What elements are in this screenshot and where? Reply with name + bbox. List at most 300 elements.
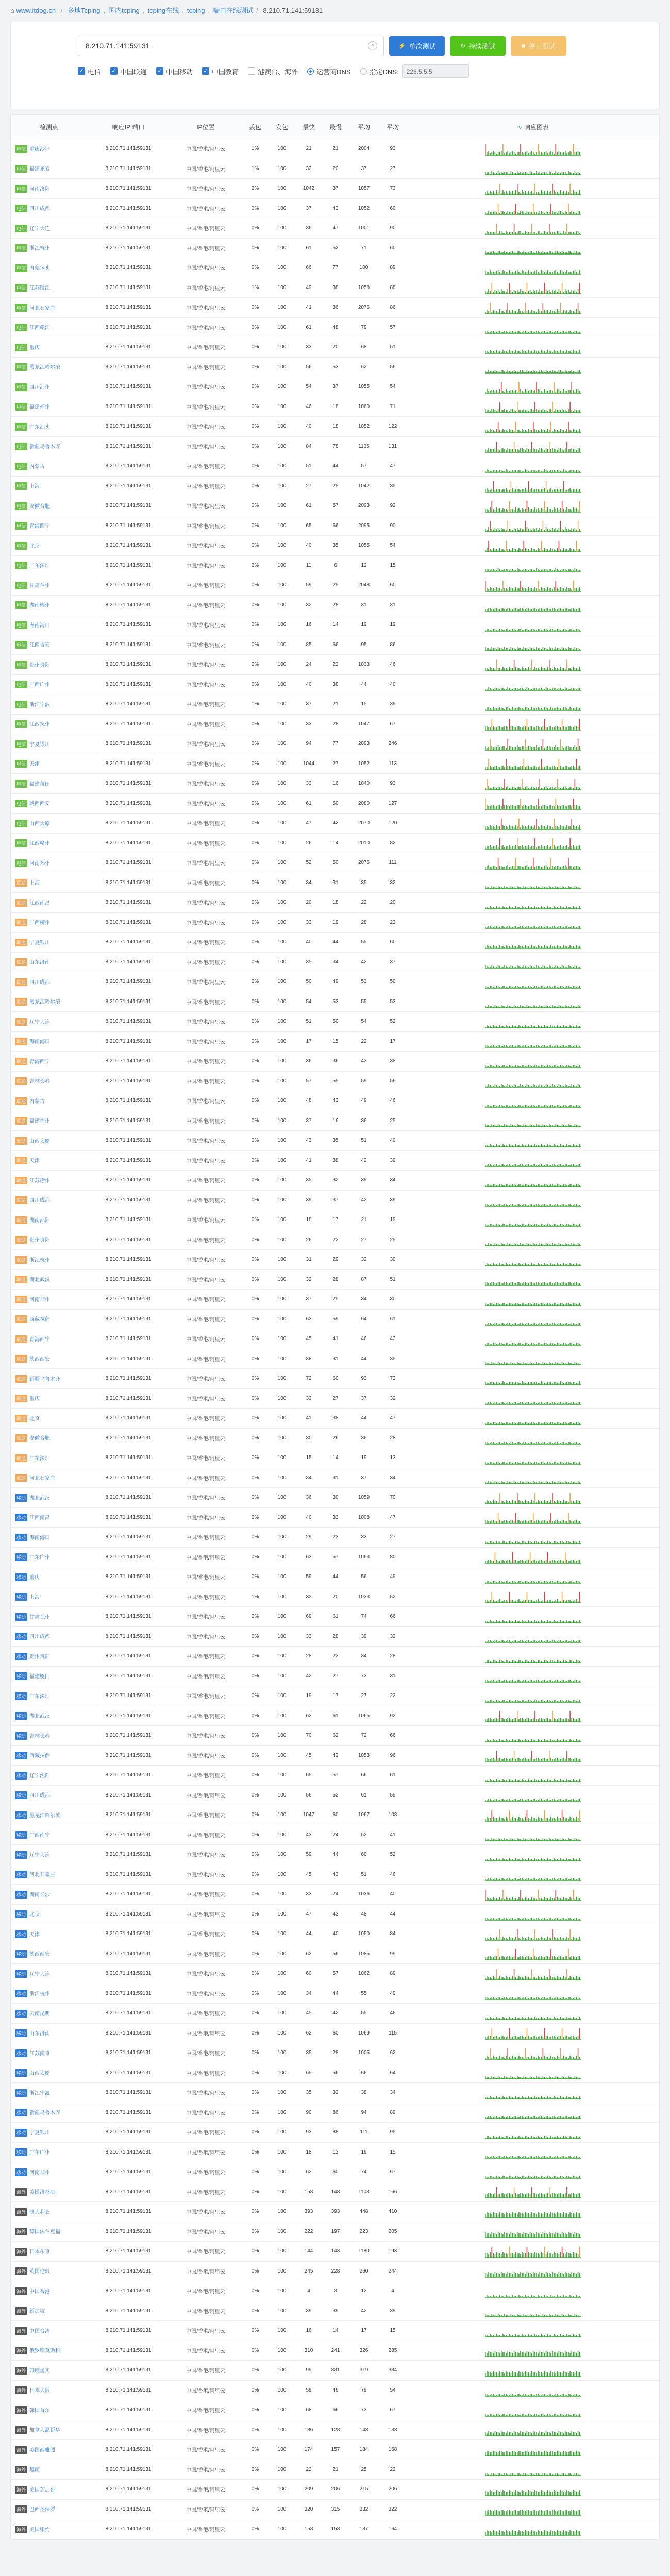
- sparkline-bar: [520, 926, 521, 928]
- sparkline-bar: [543, 192, 544, 195]
- continuous-test-button[interactable]: ↻ 持续测试: [450, 36, 506, 56]
- sparkline-bar: [527, 608, 528, 611]
- sparkline-bar: [515, 1085, 516, 1087]
- breadcrumb-link[interactable]: tcping: [187, 7, 205, 14]
- sparkline-bar: [575, 1165, 576, 1166]
- isp-badge: 电信: [15, 820, 27, 827]
- th-fastest[interactable]: 最快: [295, 115, 322, 139]
- sparkline-bar: [517, 588, 518, 591]
- loss-cell: 0%: [242, 1269, 269, 1290]
- sparkline-bar: [534, 926, 535, 928]
- sparkline-bar: [520, 431, 521, 433]
- sparkline-bar: [543, 947, 544, 948]
- sparkline-bar: [559, 608, 560, 611]
- sparkline-bar: [514, 827, 515, 829]
- sparkline-bar: [528, 867, 529, 869]
- location-cell: 中国/香港/阿里云: [170, 972, 242, 992]
- sparkline-bar: [563, 726, 564, 730]
- sparkline-bar: [568, 422, 569, 433]
- breadcrumb-link[interactable]: 端口在线测试: [213, 7, 254, 14]
- sparkline-bar: [579, 252, 580, 254]
- sparkline-bar: [527, 391, 528, 393]
- sparkline-bar: [549, 1145, 550, 1147]
- sparkline-bar: [557, 292, 558, 294]
- sparkline-bar: [575, 550, 576, 552]
- sparkline-bar: [566, 608, 567, 611]
- sparkline-bar: [533, 470, 534, 472]
- sparkline-bar: [560, 350, 561, 353]
- isp-badge: 电信: [15, 363, 27, 371]
- sparkline-bar: [549, 1045, 550, 1047]
- sparkline-bar: [520, 1402, 521, 1404]
- opt-dns-default[interactable]: 运营商DNS: [307, 66, 350, 76]
- sparkline-bar: [544, 648, 545, 651]
- sparkline-bar: [495, 290, 496, 294]
- sparkline-bar: [531, 509, 532, 512]
- opt-overseas[interactable]: 港澳台、海外: [248, 66, 298, 76]
- sparkline-bar: [511, 371, 512, 373]
- sparkline-bar: [493, 331, 494, 333]
- th-loss[interactable]: 丢包: [242, 115, 269, 139]
- sparkline-bar: [554, 888, 555, 889]
- sent-cell: 100: [269, 1031, 295, 1052]
- node-cell: [11, 714, 87, 734]
- sparkline-bar: [495, 549, 496, 552]
- sparkline-bar: [515, 1443, 516, 1444]
- sparkline-bar: [559, 231, 560, 234]
- sparkline-bar: [491, 409, 492, 413]
- node-name: 黑龙江哈尔滨: [29, 365, 61, 371]
- isp-badge: 联通: [15, 1395, 27, 1402]
- sparkline-bar: [569, 1125, 571, 1127]
- sparkline-bar: [527, 687, 528, 690]
- th-location[interactable]: IP位置: [170, 115, 242, 139]
- sparkline-bar: [565, 1026, 566, 1028]
- sparkline-bar: [565, 1264, 566, 1266]
- sparkline-bar: [527, 1343, 528, 1345]
- sparkline-bar: [549, 331, 550, 333]
- latency-sparkline: [485, 478, 581, 494]
- sparkline-bar: [562, 965, 563, 968]
- sparkline-bar: [493, 530, 494, 532]
- sparkline-bar: [554, 154, 555, 155]
- sparkline-bar: [569, 1225, 571, 1226]
- sparkline-bar: [501, 669, 502, 671]
- sparkline-bar: [488, 410, 489, 413]
- sparkline-bar: [512, 1025, 513, 1028]
- sparkline-bar: [498, 630, 499, 631]
- sparkline-bar: [539, 570, 540, 571]
- ip-cell: 8.210.71.141:59131: [87, 853, 170, 873]
- sparkline-bar: [527, 967, 528, 968]
- average-cell: 46: [349, 1329, 379, 1349]
- fastest-cell: 40: [295, 674, 322, 694]
- sparkline-bar: [543, 371, 544, 373]
- sparkline-bar: [565, 1443, 566, 1444]
- sparkline-bar: [555, 509, 556, 512]
- sparkline-bar: [518, 292, 520, 294]
- ip-cell: 8.210.71.141:59131: [87, 1210, 170, 1230]
- sparkline-bar: [576, 1403, 577, 1404]
- sparkline-bar: [504, 351, 505, 353]
- sparkline-bar: [579, 489, 580, 492]
- sparkline-bar: [571, 866, 572, 869]
- sparkline-bar: [578, 549, 579, 552]
- sparkline-bar: [536, 787, 537, 790]
- sparkline-bar: [555, 907, 556, 909]
- breadcrumb-link[interactable]: tcping在线: [147, 7, 179, 14]
- sparkline-bar: [555, 1442, 556, 1444]
- sparkline-bar: [501, 1243, 502, 1246]
- sparkline-bar: [578, 431, 579, 433]
- sparkline-bar: [520, 311, 521, 314]
- sparkline-bar: [541, 529, 542, 532]
- sparkline-bar: [565, 1323, 566, 1325]
- sparkline-bar: [563, 1225, 564, 1226]
- chart-cell: [407, 436, 659, 456]
- sparkline-bar: [499, 569, 500, 571]
- location-cell: 中国/香港/阿里云: [170, 774, 242, 794]
- slowest-cell: 21: [322, 694, 349, 715]
- sparkline-bar: [514, 272, 515, 274]
- sparkline-bar: [566, 906, 567, 909]
- node-name: 重庆沙坪: [29, 146, 51, 152]
- latency-sparkline: [485, 914, 581, 930]
- sparkline-bar: [541, 1006, 542, 1008]
- sparkline-bar: [514, 1184, 515, 1187]
- loss-cell: 0%: [242, 456, 269, 477]
- sparkline-bar: [502, 1144, 504, 1147]
- sparkline-bar: [552, 570, 553, 571]
- sparkline-bar: [566, 411, 567, 413]
- average-cell: 27: [349, 1230, 379, 1250]
- sparkline-bar: [555, 609, 556, 611]
- opt-education[interactable]: ✓ 中国教育: [202, 66, 239, 76]
- breadcrumb-current: 8.210.71.141:59131: [263, 7, 323, 14]
- sparkline-bar: [539, 510, 540, 512]
- average-cell: 21: [349, 1210, 379, 1230]
- sparkline-bar: [525, 1125, 526, 1127]
- sparkline-bar: [571, 232, 572, 234]
- sparkline-bar: [571, 1323, 572, 1325]
- node-cell: [11, 992, 87, 1012]
- sparkline-bar: [530, 609, 531, 611]
- sparkline-bar: [554, 549, 555, 552]
- node-cell: [11, 952, 87, 972]
- sparkline-bar: [518, 213, 520, 214]
- sparkline-bar: [491, 351, 492, 353]
- average-cell: 36: [349, 1428, 379, 1448]
- sparkline-bar: [544, 530, 545, 532]
- sparkline-bar: [569, 1066, 571, 1067]
- sparkline-bar: [528, 449, 529, 452]
- sparkline-bar: [541, 1381, 542, 1385]
- sparkline-bar: [498, 1265, 499, 1266]
- sparkline-bar: [573, 1085, 574, 1087]
- sparkline-bar: [546, 1225, 547, 1226]
- ip-cell: 8.210.71.141:59131: [87, 218, 170, 239]
- last-cell: 73: [379, 1369, 407, 1389]
- location-cell: 中国/香港/阿里云: [170, 674, 242, 694]
- last-cell: 51: [379, 1269, 407, 1290]
- sparkline-bar: [487, 231, 488, 234]
- sparkline-bar: [487, 629, 488, 631]
- sparkline-bar: [518, 192, 520, 195]
- sparkline-bar: [549, 1265, 550, 1266]
- sparkline-bar: [554, 1006, 555, 1008]
- sparkline-bar: [520, 1105, 521, 1107]
- sparkline-bar: [569, 212, 571, 214]
- breadcrumb-link[interactable]: 国内tcping: [108, 7, 140, 14]
- sparkline-bar: [520, 866, 521, 869]
- last-cell: 39: [379, 694, 407, 715]
- sparkline-bar: [527, 926, 528, 928]
- sparkline-bar: [495, 1164, 496, 1166]
- sparkline-bar: [547, 1443, 548, 1444]
- breadcrumb-link[interactable]: 多地Tcping: [67, 7, 100, 14]
- sparkline-bar: [576, 309, 577, 314]
- breadcrumb-site-link[interactable]: www.itdog.cn: [16, 7, 56, 14]
- sparkline-bar: [522, 1026, 523, 1028]
- sparkline-bar: [547, 411, 548, 413]
- chart-cell: [407, 992, 659, 1012]
- sparkline-bar: [525, 1025, 526, 1028]
- sparkline-bar: [565, 1402, 566, 1404]
- sparkline-bar: [554, 173, 555, 175]
- sparkline-bar: [578, 967, 579, 968]
- sparkline-bar: [550, 530, 551, 532]
- sparkline-bar: [525, 846, 526, 849]
- average-cell: 1033: [349, 655, 379, 675]
- location-cell: 中国/香港/阿里云: [170, 793, 242, 814]
- table-row: [11, 972, 659, 992]
- sparkline-bar: [560, 1344, 561, 1345]
- sparkline-bar: [541, 1106, 542, 1107]
- th-sent[interactable]: 发包: [269, 115, 295, 139]
- sparkline-bar: [533, 1243, 534, 1246]
- fastest-cell: 36: [295, 1052, 322, 1072]
- sparkline-bar: [517, 726, 518, 730]
- sparkline-bar: [541, 350, 542, 353]
- sparkline-bar: [534, 232, 535, 234]
- sparkline-bar: [496, 747, 497, 750]
- sparkline-bar: [499, 251, 500, 254]
- table-row: [11, 1349, 659, 1369]
- sparkline-bar: [559, 648, 560, 651]
- th-node[interactable]: 检测点: [11, 115, 87, 139]
- sparkline-bar: [578, 766, 579, 770]
- sparkline-bar: [536, 609, 537, 611]
- sparkline-bar: [569, 1263, 571, 1266]
- sparkline-bar: [573, 470, 574, 472]
- sparkline-bar: [533, 570, 534, 571]
- sparkline-bar: [546, 211, 547, 214]
- sparkline-bar: [569, 826, 571, 829]
- sparkline-bar: [506, 310, 507, 314]
- sparkline-bar: [488, 687, 489, 690]
- sparkline-bar: [488, 827, 489, 829]
- node-cell: [11, 774, 87, 794]
- sent-cell: 100: [269, 1409, 295, 1429]
- chart-cell: [407, 1131, 659, 1151]
- sparkline-bar: [546, 1046, 547, 1047]
- sparkline-bar: [490, 429, 491, 433]
- sparkline-bar: [517, 927, 518, 928]
- chart-cell: [407, 1388, 659, 1409]
- sparkline-bar: [575, 1224, 576, 1226]
- sparkline-bar: [499, 1363, 500, 1365]
- clear-icon[interactable]: ×: [368, 41, 377, 50]
- sparkline-bar: [522, 825, 523, 829]
- sparkline-bar: [515, 858, 516, 869]
- sparkline-bar: [490, 332, 491, 333]
- sparkline-bar: [502, 1205, 504, 1206]
- sparkline-bar: [550, 232, 551, 234]
- sparkline-bar: [528, 1344, 529, 1345]
- last-cell: 111: [379, 853, 407, 873]
- sparkline-bar: [543, 986, 544, 988]
- sparkline-bar: [578, 470, 579, 472]
- sparkline-bar: [566, 746, 567, 750]
- fastest-cell: 32: [295, 1269, 322, 1290]
- sparkline-bar: [562, 1423, 563, 1425]
- sparkline-bar: [576, 1045, 577, 1047]
- th-last[interactable]: 平均: [379, 115, 407, 139]
- sparkline-bar: [496, 1185, 497, 1187]
- sparkline-bar: [539, 273, 540, 274]
- sparkline-bar: [536, 471, 537, 472]
- sparkline-bar: [543, 609, 544, 611]
- sent-cell: 100: [269, 139, 295, 159]
- opt-telecom[interactable]: ✓ 电信: [78, 66, 101, 76]
- sparkline-bar: [573, 173, 574, 175]
- sparkline-bar: [554, 649, 555, 651]
- sparkline-bar: [531, 1086, 532, 1087]
- fastest-cell: 61: [295, 317, 322, 337]
- sparkline-bar: [527, 1005, 528, 1008]
- opt-dns-custom[interactable]: 指定DNS:: [360, 66, 399, 76]
- sparkline-bar: [490, 1264, 491, 1266]
- sparkline-bar: [491, 947, 492, 948]
- sparkline-bar: [566, 1402, 567, 1404]
- sparkline-bar: [560, 667, 561, 671]
- sparkline-bar: [541, 1402, 542, 1404]
- sparkline-bar: [554, 489, 555, 492]
- sparkline-bar: [507, 391, 508, 393]
- sparkline-bar: [523, 1265, 524, 1266]
- slowest-cell: 34: [322, 952, 349, 972]
- target-input[interactable]: [85, 41, 368, 50]
- sparkline-bar: [563, 530, 564, 532]
- sparkline-bar: [493, 907, 494, 909]
- sparkline-bar: [565, 1383, 566, 1385]
- sparkline-bar: [530, 647, 531, 651]
- sparkline-bar: [549, 224, 550, 234]
- table-row: [11, 198, 659, 218]
- isp-badge: 电信: [15, 463, 27, 470]
- sparkline-bar: [546, 549, 547, 552]
- loss-cell: 0%: [242, 814, 269, 834]
- sparkline-bar: [488, 887, 489, 889]
- sparkline-bar: [557, 689, 558, 690]
- sparkline-bar: [578, 151, 579, 155]
- sparkline-bar: [579, 1026, 580, 1028]
- sparkline-bar: [512, 191, 513, 195]
- fastest-cell: 40: [295, 536, 322, 556]
- sparkline-bar: [495, 391, 496, 393]
- table-row: [11, 1428, 659, 1448]
- single-test-button[interactable]: ⚡ 单次测试: [389, 36, 445, 56]
- sparkline-bar: [502, 1323, 504, 1325]
- sparkline-bar: [566, 1185, 567, 1187]
- dns-input[interactable]: 223.5.5.5: [402, 64, 469, 78]
- sparkline-bar: [506, 1282, 507, 1285]
- th-ip[interactable]: 响应IP:端口: [87, 115, 170, 139]
- sparkline-bar: [501, 688, 502, 690]
- sparkline-bar: [517, 212, 518, 214]
- sparkline-bar: [523, 689, 524, 690]
- sparkline-bar: [571, 1443, 572, 1444]
- sparkline-bar: [552, 787, 553, 790]
- sparkline-bar: [549, 647, 550, 651]
- sparkline-bar: [530, 847, 531, 849]
- th-average[interactable]: 平均: [349, 115, 379, 139]
- sparkline-bar: [543, 907, 544, 909]
- sparkline-bar: [557, 945, 558, 948]
- sparkline-bar: [546, 1243, 547, 1246]
- sparkline-bar: [515, 608, 516, 611]
- sparkline-bar: [566, 471, 567, 472]
- sparkline-bar: [511, 1006, 512, 1008]
- sparkline-bar: [504, 1423, 505, 1425]
- sparkline-bar: [495, 311, 496, 314]
- sparkline-bar: [518, 887, 520, 889]
- sparkline-bar: [518, 1422, 520, 1425]
- sparkline-bar: [547, 1185, 548, 1187]
- sparkline-bar: [562, 1027, 563, 1028]
- loss-cell: 0%: [242, 337, 269, 358]
- sparkline-bar: [534, 271, 535, 274]
- sparkline-bar: [549, 509, 550, 512]
- opt-unicom[interactable]: ✓ 中国联通: [110, 66, 147, 76]
- sparkline-bar: [544, 430, 545, 433]
- sparkline-bar: [568, 171, 569, 175]
- sparkline-bar: [512, 609, 513, 611]
- sparkline-bar: [550, 588, 551, 591]
- sparkline-bar: [527, 1084, 528, 1087]
- opt-mobile[interactable]: ✓ 中国移动: [156, 66, 193, 76]
- last-cell: 39: [379, 1150, 407, 1171]
- sparkline-bar: [554, 382, 555, 393]
- sparkline-bar: [573, 350, 574, 353]
- sparkline-bar: [531, 747, 532, 750]
- sparkline-bar: [566, 212, 567, 214]
- stop-test-button[interactable]: ■ 停止测试: [511, 36, 566, 56]
- latency-sparkline: [485, 756, 581, 771]
- sparkline-bar: [546, 370, 547, 373]
- sparkline-bar: [576, 747, 577, 750]
- latency-sparkline: [485, 1113, 581, 1128]
- sparkline-bar: [559, 470, 560, 472]
- ip-cell: 8.210.71.141:59131: [87, 1031, 170, 1052]
- sparkline-bar: [575, 1344, 576, 1345]
- sparkline-bar: [493, 707, 494, 710]
- sparkline-bar: [579, 766, 580, 770]
- sparkline-bar: [555, 767, 556, 770]
- sparkline-bar: [550, 826, 551, 829]
- sparkline-bar: [552, 173, 553, 175]
- th-slowest[interactable]: 最慢: [322, 115, 349, 139]
